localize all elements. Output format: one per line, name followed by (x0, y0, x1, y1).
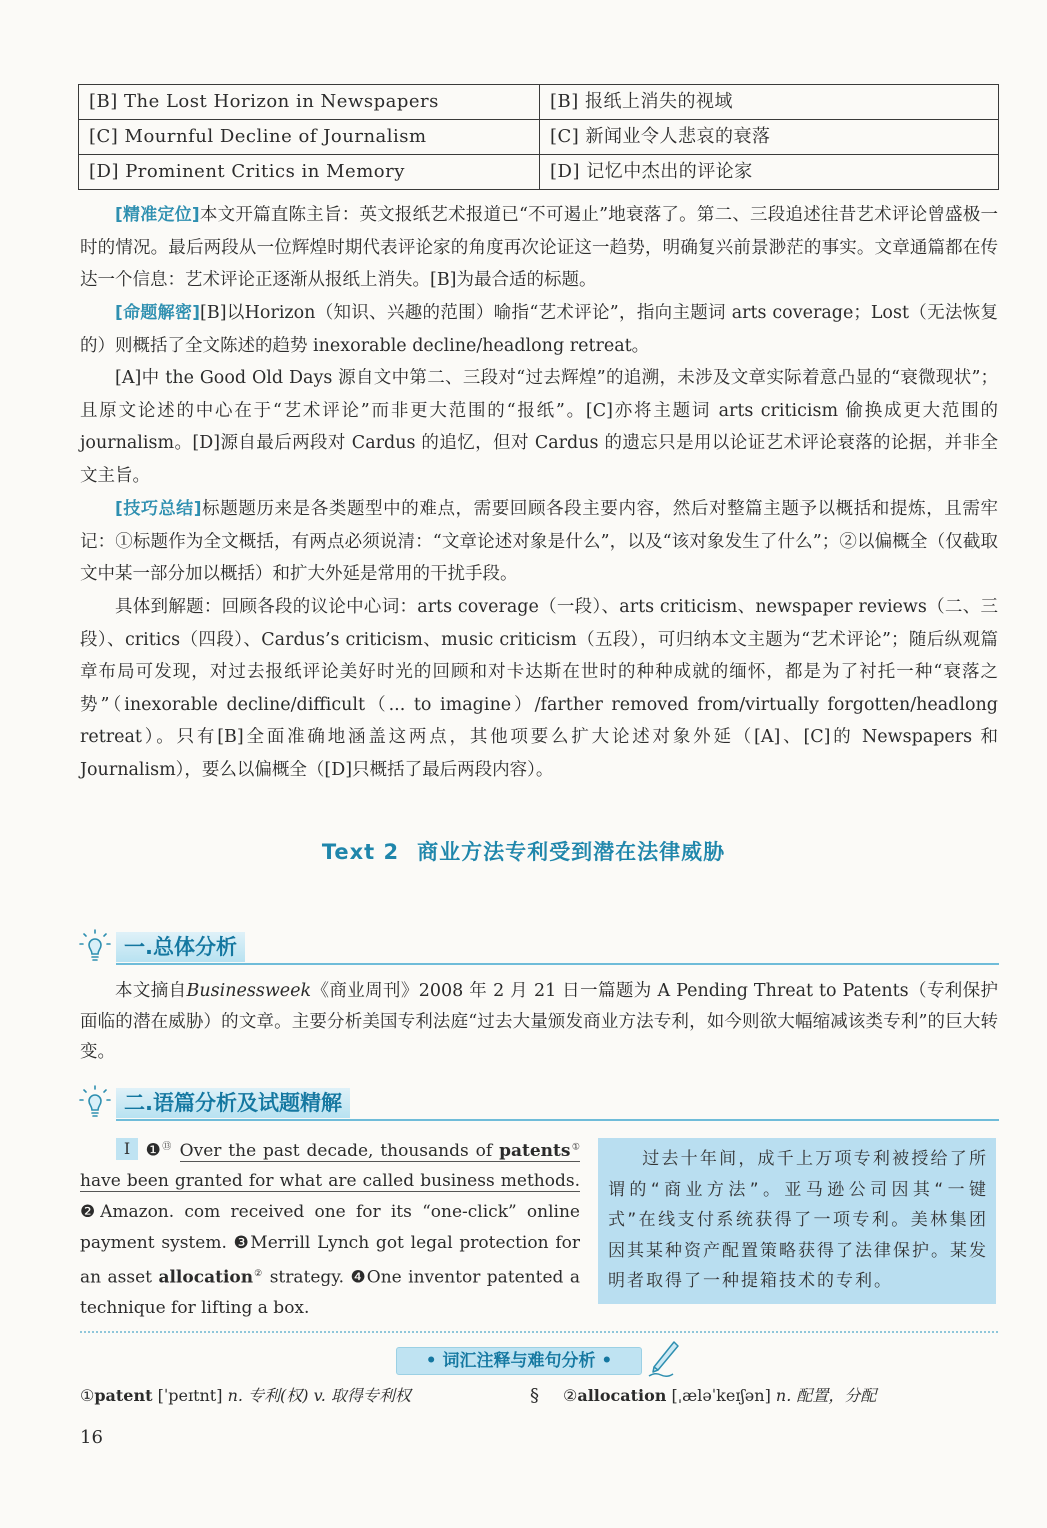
vocab-entry (563, 1384, 876, 1408)
table-row (79, 120, 999, 155)
paragraph-text: 标题题历来是各类题型中的难点，需要回顾各段主要内容，然后对整篇主题予以概括和提炼，且需牢记：①标题作为全文概括，有两点必须说清：“文章论述对象是什么”，以及“该对象发生了什么”；②以偏概全（仅截取文中某一部分加以概括）和扩大外延是常用的干扰手段。 (80, 499, 998, 585)
sentence-text: Amazon. com received one for its “one-click” online payment system. (80, 1202, 580, 1254)
section-rule (116, 1119, 999, 1121)
paragraph-text: [B]以Horizon（知识、兴趣的范围）喻指“艺术评论”，指向主题词 arts coverage；Lost（无法恢复的）则概括了全文陈述的趋势 inexorable decline/headlong retreat。 (80, 303, 998, 356)
text2-number: Text 2 (321, 840, 400, 864)
option-en: [B] The Lost Horizon in Newspapers (79, 85, 540, 120)
section-title: 一.总体分析 (116, 932, 245, 962)
paragraph-text: 具体到解题：回顾各段的议论中心词：arts coverage（一段）、arts criticism、newspaper reviews（二、三段）、critics（四段）、Cardus’s criticism、music criticism（五段），可归纳本文主题为“艺术评论”；随后纵观篇章布局可发现，对过去报纸评论美好时光的回顾和对卡达斯在世时的种种成就的缅怀，都是为了衬托一种“衰落之势”（inexorable decline/difficult（... to imagine）/farther removed from/virtually forgotten/headlong retreat）。只有[B]全面准确地涵盖这两点，其他项要么扩大论述对象外延（[A]、[C]的 Newspapers 和 Journalism），要么以偏概全（[D]只概括了最后两段内容）。 (80, 597, 998, 780)
vocab-number: ② (563, 1386, 578, 1405)
tag-label: [技巧总结] (115, 499, 202, 519)
vocab-definition: n. 专利(权) v. 取得专利权 (227, 1386, 411, 1405)
vocab-word: allocation (577, 1386, 667, 1405)
option-en: [D] Prominent Critics in Memory (79, 155, 540, 190)
analysis-paragraph-decode (80, 297, 998, 362)
section-rule (116, 963, 999, 965)
vocab-number: ① (80, 1386, 95, 1405)
vocab-word: patent (94, 1386, 153, 1405)
vocab-ipa: [ˌæləˈkeɪʃən] (671, 1386, 771, 1405)
analysis-paragraph-positioning (80, 199, 998, 297)
option-zh: [C] 新闻业令人悲哀的衰落 (540, 120, 999, 155)
sentence-number: ❶ (144, 1140, 163, 1161)
pen-icon (646, 1340, 680, 1378)
keyword-note-mark: ② (253, 1268, 264, 1279)
paragraph-text: [A]中 the Good Old Days 源自文中第二、三段对“过去辉煌”的追溯，未涉及文章实际着意凸显的“衰微现状”；且原文论述的中心在于“艺术评论”而非更大范围的“报纸”。[C]亦将主题词 arts criticism 偷换成更大范围的 journalism。[D]源自最后两段对 Cardus 的追忆，但对 Cardus 的遗忘只是用以论证艺术评论衰落的论据，并非全文主旨。 (80, 368, 998, 486)
sentence-number: ❷ (80, 1202, 101, 1223)
keyword: allocation (158, 1267, 254, 1288)
analysis-paragraph-skills (80, 493, 998, 591)
vocab-section-banner: • 词汇注释与难句分析 • (396, 1347, 642, 1375)
option-en: [C] Mournful Decline of Journalism (79, 120, 540, 155)
sentence-number: ❹ (350, 1267, 367, 1288)
table-row (79, 155, 999, 190)
lightbulb-icon (78, 929, 112, 965)
tag-label: [精准定位] (115, 205, 200, 225)
sentence-text: strategy. (269, 1267, 345, 1288)
dotted-divider (80, 1331, 998, 1333)
lightbulb-icon (78, 1085, 112, 1121)
keyword-note-mark: ① (570, 1142, 580, 1152)
option-zh: [D] 记忆中杰出的评论家 (540, 155, 999, 190)
table-row (79, 85, 999, 120)
analysis-paragraph-solution (80, 591, 998, 787)
translation-text: 过去十年间，成千上万项专利被授给了所谓的“商业方法”。亚马逊公司因其“一键式”在线支付系统获得了一项专利。美林集团因其某种资产配置策略获得了法律保护。某发明者取得了一种提箱技术的专利。 (608, 1149, 988, 1292)
overview-text-b: 《商业周刊》2008 年 2 月 21 日一篇题为 A Pending Threat to Patents（专利保护面临的潜在威胁）的文章。主要分析美国专利法庭“过去大量颁发商业方法专利，如今则欲大幅缩减该类专利”的巨大转变。 (80, 981, 999, 1062)
difficult-sentence-mark: ⑬ (162, 1142, 173, 1152)
paragraph-text: 本文开篇直陈主旨：英文报纸艺术报道已“不可遏止”地衰落了。第二、三段追述往昔艺术评论曾盛极一时的情况。最后两段从一位辉煌时期代表评论家的角度再次论证这一趋势，明确复兴前景渺茫的事实。文章通篇都在传达一个信息：艺术评论正逐渐从报纸上消失。[B]为最合适的标题。 (80, 205, 999, 291)
vocab-ipa: [ˈpeɪtnt] (157, 1386, 223, 1405)
text2-heading: 商业方法专利受到潜在法律威胁 (417, 840, 726, 864)
translation-box (598, 1138, 996, 1304)
sentence-text: have been granted for what are called business methods. (80, 1171, 580, 1192)
option-zh: [B] 报纸上消失的视域 (540, 85, 999, 120)
vocab-entry (80, 1384, 411, 1408)
section-heading-passage (78, 1085, 999, 1121)
section-title: 二.语篇分析及试题精解 (116, 1088, 350, 1118)
keyword: patents (499, 1140, 571, 1161)
tag-label: [命题解密] (115, 303, 201, 323)
sentence-text: Over the past decade, thousands of (179, 1140, 493, 1161)
paragraph-roman-numeral: I (116, 1138, 138, 1160)
sentence-text: Merrill Lynch got legal protection for an asset (80, 1233, 580, 1288)
sentence-text: One inventor patented a technique for lifting a box. (80, 1267, 581, 1319)
section-sign: § (530, 1385, 539, 1406)
english-passage (80, 1132, 580, 1324)
sentence-number: ❸ (233, 1233, 251, 1254)
section-heading-overview (78, 929, 999, 965)
text2-title (0, 836, 1047, 866)
analysis-paragraph-options (80, 362, 998, 492)
page-number: 16 (80, 1427, 103, 1448)
vocab-definition: n. 配置，分配 (775, 1386, 877, 1405)
source-title: Businessweek (186, 981, 312, 1001)
overview-text-a: 本文摘自 (115, 981, 187, 1001)
options-table (78, 84, 999, 190)
overview-paragraph (80, 976, 998, 1068)
